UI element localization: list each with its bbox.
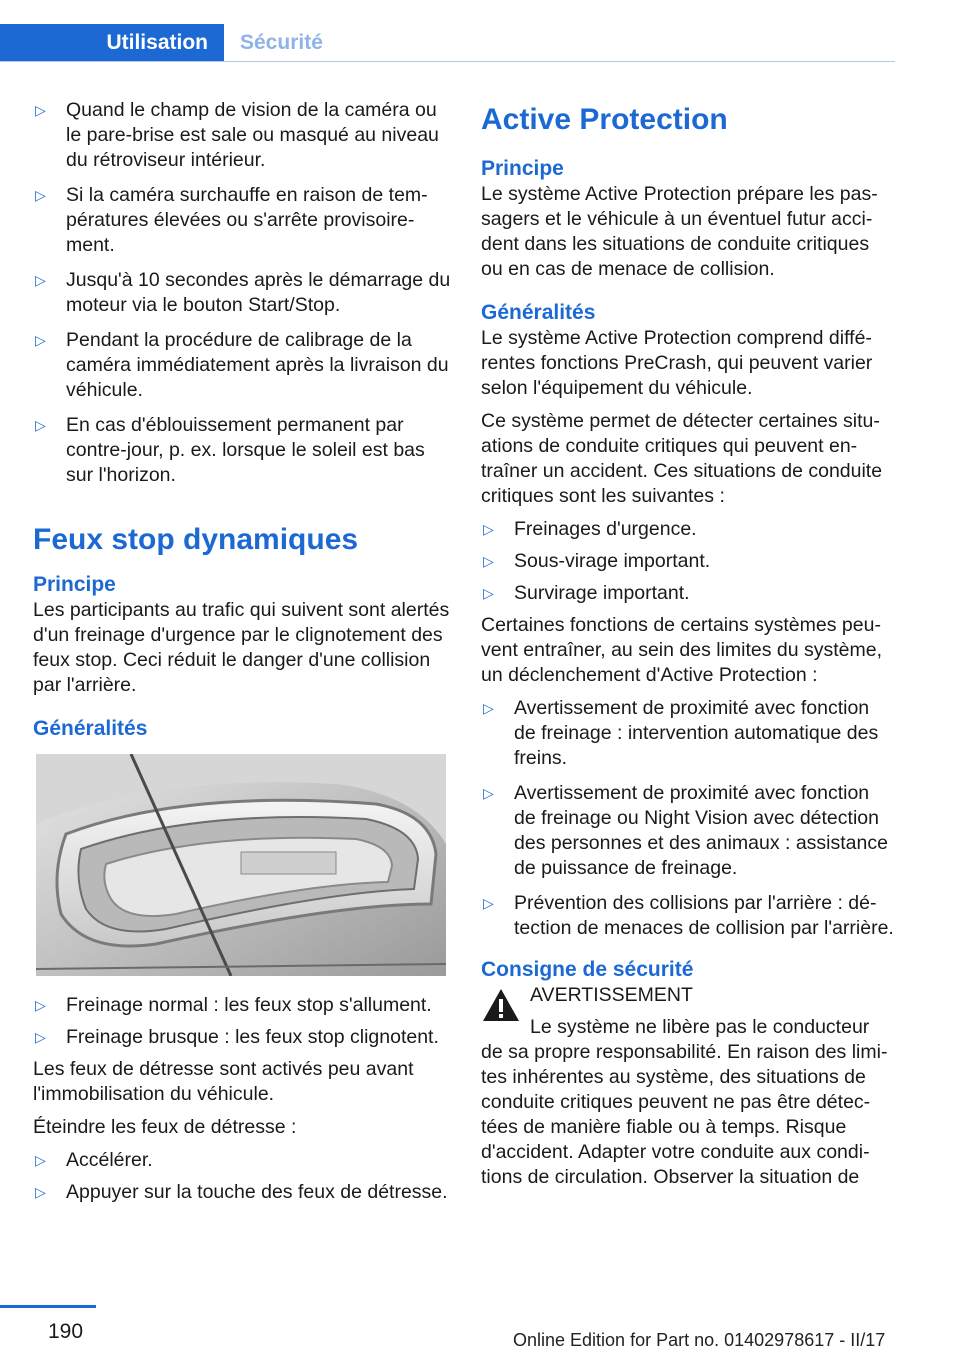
principe-text: Les participants au trafic qui suivent sont alertés d'un freinage d'urgence par le clignotement des feux stop. Ceci réduit le danger d'une collision par l'arrière. xyxy=(33,599,450,696)
generalites-text-2: Ce système permet de détecter certaines situations de conduite critiques qui peuvent entraîner un accident. Ces situations de conduite critiques sont les suivantes : xyxy=(481,410,883,507)
header-divider xyxy=(0,61,895,62)
tail-light-image xyxy=(36,754,446,976)
triangle-bullet-icon: ▷ xyxy=(35,187,46,203)
triangle-bullet-icon: ▷ xyxy=(35,1029,46,1045)
functions-list xyxy=(481,696,896,941)
triangle-bullet-icon: ▷ xyxy=(35,272,46,288)
triangle-bullet-icon: ▷ xyxy=(35,417,46,433)
list-item: ▷ Freinages d'urgence. xyxy=(483,518,697,540)
hazard-list xyxy=(33,1148,451,1205)
list-item: ▷ Pendant la procédure de calibrage de la caméra immédiatement après la livraison du véhicule. xyxy=(35,329,449,401)
list-item: ▷ Accélérer. xyxy=(35,1149,153,1171)
generalites-text-1: Le système Active Protection comprend différentes fonctions PreCrash, qui peuvent varier selon l'équipement du véhicule. xyxy=(481,327,873,399)
heading-principe: Principe xyxy=(481,157,564,180)
triangle-bullet-icon: ▷ xyxy=(483,700,494,716)
list-item: ▷ Jusqu'à 10 secondes après le démarrage du moteur via le bouton Start/Stop. xyxy=(35,269,451,316)
triangle-bullet-icon: ▷ xyxy=(35,1152,46,1168)
warning-first-line: Le système ne libère pas le conducteur xyxy=(530,1016,870,1038)
heading-generalites: Généralités xyxy=(33,717,148,740)
edition-info: Online Edition for Part no. 01402978617 - II/17 xyxy=(513,1330,886,1350)
section-title-feux-stop: Feux stop dynamiques xyxy=(33,523,359,556)
triangle-bullet-icon: ▷ xyxy=(483,521,494,537)
left-column xyxy=(33,98,451,1212)
warning-title: AVERTISSEMENT xyxy=(530,984,693,1006)
list-item: ▷ Freinage normal : les feux stop s'allument. xyxy=(35,994,432,1016)
heading-generalites: Généralités xyxy=(481,301,596,324)
triangle-bullet-icon: ▷ xyxy=(483,895,494,911)
hazard-text: Les feux de détresse sont activés peu avant l'immobilisation du véhicule. xyxy=(33,1058,414,1105)
camera-limits-list xyxy=(33,98,451,488)
principe-text: Le système Active Protection prépare les passagers et le véhicule à un éventuel futur accident dans les situations de conduite critiques ou en cas de menace de collision. xyxy=(481,183,878,280)
heading-principe: Principe xyxy=(33,573,116,596)
brake-list xyxy=(33,993,451,1050)
page-header xyxy=(0,0,960,62)
list-item: ▷ Avertissement de proximité avec fonction de freinage ou Night Vision avec détection des personnes et des animaux : assistance de puissance de freinage. xyxy=(483,782,888,879)
list-item: ▷ Prévention des collisions par l'arrière : détection de menaces de collision par l'arrière. xyxy=(483,892,894,939)
right-column xyxy=(481,98,896,1198)
list-item: ▷ Sous-virage important. xyxy=(483,550,711,572)
triangle-bullet-icon: ▷ xyxy=(35,102,46,118)
list-item: ▷ Appuyer sur la touche des feux de détresse. xyxy=(35,1181,448,1203)
tab-securite[interactable]: Sécurité xyxy=(240,31,323,54)
triangle-bullet-icon: ▷ xyxy=(35,997,46,1013)
list-item: ▷ Avertissement de proximité avec fonction de freinage : intervention automatique des freins. xyxy=(483,697,879,769)
triangle-bullet-icon: ▷ xyxy=(483,585,494,601)
heading-consigne-securite: Consigne de sécurité xyxy=(481,958,694,981)
list-item: ▷ Survirage important. xyxy=(483,582,690,604)
tab-utilisation[interactable]: Utilisation xyxy=(0,24,224,62)
list-item: ▷ En cas d'éblouissement permanent par contre-jour, p. ex. lorsque le soleil est bas sur l'horizon. xyxy=(35,414,425,486)
situations-list xyxy=(481,517,896,606)
functions-text: Certaines fonctions de certains systèmes peuvent entraîner, au sein des limites du système, un déclenchement d'Active Protection : xyxy=(481,614,883,686)
footer-divider xyxy=(0,1305,96,1308)
warning-text: de sa propre responsabilité. En raison des limites inhérentes au système, des situations de conduite critiques peuvent ne pas être détectées de manière fiable ou à temps. Risque d'accident. Adapter votre conduite aux conditions de circulation. Observer la situation de xyxy=(481,1041,888,1188)
warning-block xyxy=(481,983,896,1040)
list-item: ▷ Freinage brusque : les feux stop clignotent. xyxy=(35,1026,439,1048)
triangle-bullet-icon: ▷ xyxy=(483,553,494,569)
list-item: ▷ Quand le champ de vision de la caméra ou le pare-brise est sale ou masqué au niveau du rétroviseur intérieur. xyxy=(35,99,439,171)
hazard-off-text: Éteindre les feux de détresse : xyxy=(33,1116,297,1138)
section-title-active-protection: Active Protection xyxy=(481,103,728,136)
triangle-bullet-icon: ▷ xyxy=(35,332,46,348)
triangle-bullet-icon: ▷ xyxy=(35,1184,46,1200)
page-number: 190 xyxy=(48,1320,84,1343)
warning-triangle-icon xyxy=(481,987,521,1023)
list-item: ▷ Si la caméra surchauffe en raison de températures élevées ou s'arrête provisoirement. xyxy=(35,184,428,256)
triangle-bullet-icon: ▷ xyxy=(483,785,494,801)
